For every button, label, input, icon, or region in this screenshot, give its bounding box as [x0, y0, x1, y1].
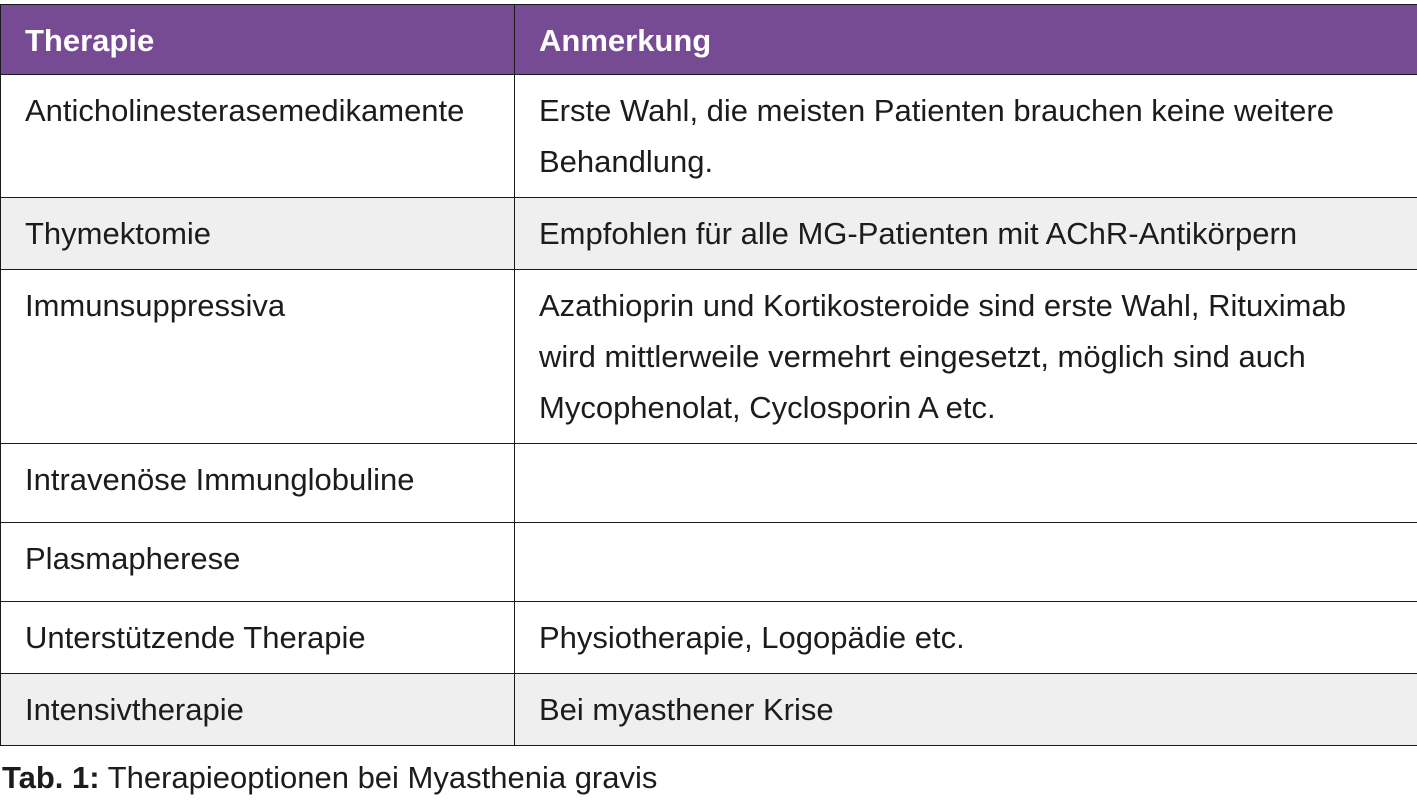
therapie-cell: Plasmapherese [1, 523, 515, 602]
column-header-anmerkung: Anmerkung [515, 5, 1417, 75]
anmerkung-cell: Bei myasthener Krise [515, 674, 1417, 746]
table-row [1, 75, 1417, 198]
therapie-cell: Immunsuppressiva [1, 270, 515, 444]
table-row [1, 270, 1417, 444]
table-row [1, 602, 1417, 674]
anmerkung-cell: Empfohlen für alle MG-Patienten mit AChR-Antikörpern [515, 198, 1417, 270]
table-row [1, 198, 1417, 270]
therapy-table [0, 4, 1417, 746]
column-header-therapie: Therapie [1, 5, 515, 75]
anmerkung-cell: Erste Wahl, die meisten Patienten brauchen keine weitere Behandlung. [515, 75, 1417, 198]
anmerkung-cell: Physiotherapie, Logopädie etc. [515, 602, 1417, 674]
table-header-row [1, 5, 1417, 75]
table-caption [2, 758, 657, 798]
therapie-cell: Intravenöse Immunglobuline [1, 444, 515, 523]
anmerkung-cell [515, 523, 1417, 602]
therapie-cell: Intensivtherapie [1, 674, 515, 746]
table-row [1, 674, 1417, 746]
anmerkung-cell [515, 444, 1417, 523]
caption-label: Tab. 1: [2, 760, 100, 795]
table-row [1, 523, 1417, 602]
table-row [1, 444, 1417, 523]
therapie-cell: Anticholinesterasemedikamente [1, 75, 515, 198]
therapie-cell: Unterstützende Therapie [1, 602, 515, 674]
anmerkung-cell: Azathioprin und Kortikosteroide sind erste Wahl, Rituximab wird mittlerweile vermehrt eingesetzt, möglich sind auch Mycophenolat, Cyclosporin A etc. [515, 270, 1417, 444]
caption-text: Therapieoptionen bei Myasthenia gravis [99, 760, 658, 795]
therapie-cell: Thymektomie [1, 198, 515, 270]
